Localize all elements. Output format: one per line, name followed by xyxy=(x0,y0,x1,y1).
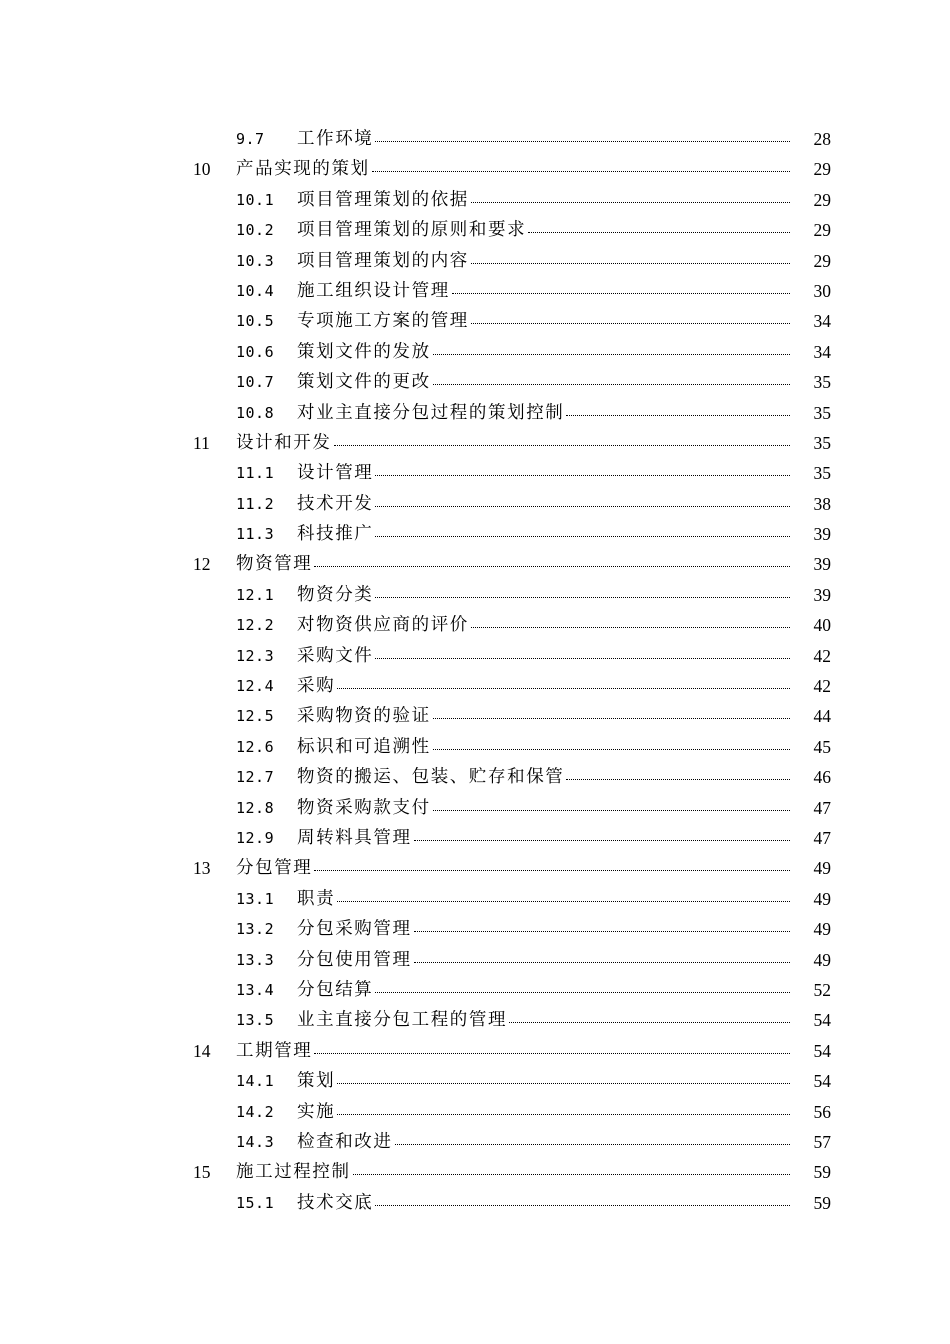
toc-entry-title: 实施 xyxy=(297,1101,336,1122)
toc-section-entry[interactable] xyxy=(0,458,950,488)
toc-entry-number: 10.4 xyxy=(236,281,275,300)
toc-entry-title: 物资分类 xyxy=(297,584,374,605)
toc-entry-page-number: 54 xyxy=(813,1040,831,1061)
toc-entry-page-number: 46 xyxy=(813,767,831,788)
toc-entry-number: 15 xyxy=(193,1162,211,1183)
toc-entry-title-line xyxy=(297,342,790,362)
toc-entry-title-line xyxy=(236,858,790,878)
toc-entry-title: 工期管理 xyxy=(236,1040,313,1061)
toc-entry-title: 采购物资的验证 xyxy=(297,706,431,727)
toc-entry-page-number: 52 xyxy=(813,979,831,1000)
toc-entry-number: 10.2 xyxy=(236,221,275,240)
toc-entry-title-line xyxy=(236,1041,790,1061)
dot-leader xyxy=(314,552,790,567)
toc-chapter-entry[interactable] xyxy=(0,549,950,579)
toc-entry-title: 科技推广 xyxy=(297,524,374,545)
toc-entry-title: 工作环境 xyxy=(297,129,374,149)
toc-entry-title-line xyxy=(297,676,790,696)
toc-section-entry[interactable] xyxy=(0,793,950,823)
dot-leader xyxy=(375,127,790,142)
toc-entry-page-number: 54 xyxy=(813,1071,831,1092)
toc-entry-title-line xyxy=(297,798,790,818)
toc-entry-number: 14.2 xyxy=(236,1102,275,1121)
toc-entry-number: 10.1 xyxy=(236,190,275,209)
toc-entry-title-line xyxy=(297,646,790,666)
toc-entry-page-number: 28 xyxy=(813,129,831,149)
toc-entry-number: 12.3 xyxy=(236,646,275,665)
toc-entry-title-line xyxy=(297,737,790,757)
toc-section-entry[interactable] xyxy=(0,641,950,671)
toc-section-entry[interactable] xyxy=(0,1127,950,1157)
toc-entry-number: 12.8 xyxy=(236,798,275,817)
toc-entry-title: 分包采购管理 xyxy=(297,919,412,940)
toc-entry-page-number: 30 xyxy=(813,280,831,301)
dot-leader xyxy=(337,887,790,902)
toc-entry-title-line xyxy=(236,159,790,179)
toc-entry-number: 11.1 xyxy=(236,464,275,483)
dot-leader xyxy=(433,735,790,750)
toc-section-entry[interactable] xyxy=(0,701,950,731)
toc-entry-title: 策划文件的更改 xyxy=(297,372,431,393)
toc-entry-title: 周转料具管理 xyxy=(297,827,412,848)
dot-leader xyxy=(528,218,790,233)
toc-entry-number: 10.8 xyxy=(236,403,275,422)
toc-entry-number: 12.7 xyxy=(236,768,275,787)
toc-section-entry[interactable] xyxy=(0,610,950,640)
toc-entry-page-number: 35 xyxy=(813,402,831,423)
dot-leader xyxy=(433,796,790,811)
toc-entry-title: 施工组织设计管理 xyxy=(297,280,450,301)
toc-entry-title: 物资管理 xyxy=(236,554,313,575)
toc-entry-number: 10.5 xyxy=(236,312,275,331)
toc-entry-title-line xyxy=(236,433,790,453)
dot-leader xyxy=(375,522,790,537)
toc-entry-title-line xyxy=(297,281,790,301)
toc-entry-page-number: 59 xyxy=(813,1192,831,1213)
toc-entry-title: 分包管理 xyxy=(236,858,313,879)
toc-entry-number: 13.2 xyxy=(236,920,275,939)
toc-entry-page-number: 42 xyxy=(813,676,831,697)
toc-entry-title-line xyxy=(297,889,790,909)
toc-entry-page-number: 39 xyxy=(813,584,831,605)
toc-section-entry[interactable] xyxy=(0,246,950,276)
dot-leader xyxy=(414,826,790,841)
toc-entry-number: 11.3 xyxy=(236,525,275,544)
toc-chapter-entry[interactable] xyxy=(0,853,950,883)
toc-entry-number: 12 xyxy=(193,554,211,575)
toc-entry-page-number: 54 xyxy=(813,1010,831,1031)
toc-entry-title-line xyxy=(297,190,790,210)
toc-entry-title-line xyxy=(297,585,790,605)
toc-entry-page-number: 34 xyxy=(813,311,831,332)
toc-section-entry[interactable] xyxy=(0,1066,950,1096)
toc-entry-page-number: 40 xyxy=(813,615,831,636)
toc-entry-page-number: 49 xyxy=(813,919,831,940)
toc-entry-title: 技术开发 xyxy=(297,493,374,514)
dot-leader xyxy=(337,674,790,689)
toc-entry-page-number: 42 xyxy=(813,645,831,666)
toc-entry-number: 15.1 xyxy=(236,1193,275,1212)
dot-leader xyxy=(375,461,790,476)
toc-chapter-entry[interactable] xyxy=(0,1157,950,1187)
toc-section-entry[interactable] xyxy=(0,367,950,397)
toc-chapter-entry[interactable] xyxy=(0,1036,950,1066)
toc-entry-page-number: 59 xyxy=(813,1162,831,1183)
dot-leader xyxy=(375,1191,790,1206)
toc-entry-title-line xyxy=(297,463,790,483)
toc-entry-number: 13.3 xyxy=(236,950,275,969)
toc-section-entry[interactable] xyxy=(0,1188,950,1218)
dot-leader xyxy=(375,583,790,598)
toc-section-entry[interactable] xyxy=(0,762,950,792)
dot-leader xyxy=(314,1039,790,1054)
toc-chapter-entry[interactable] xyxy=(0,154,950,184)
toc-entry-page-number: 49 xyxy=(813,858,831,879)
toc-entry-title: 对物资供应商的评价 xyxy=(297,615,469,636)
toc-entry-page-number: 39 xyxy=(813,524,831,545)
toc-entry-title: 施工过程控制 xyxy=(236,1162,351,1183)
dot-leader xyxy=(372,157,790,172)
toc-entry-page-number: 56 xyxy=(813,1101,831,1122)
toc-section-entry[interactable] xyxy=(0,732,950,762)
toc-entry-title: 对业主直接分包过程的策划控制 xyxy=(297,402,565,423)
dot-leader xyxy=(471,188,790,203)
toc-entry-title-line xyxy=(297,1193,790,1213)
toc-section-entry[interactable] xyxy=(0,306,950,336)
toc-entry-number: 13 xyxy=(193,858,211,879)
dot-leader xyxy=(375,978,790,993)
toc-section-entry[interactable] xyxy=(0,823,950,853)
toc-entry-title: 物资的搬运、包装、贮存和保管 xyxy=(297,767,565,788)
toc-entry-page-number: 49 xyxy=(813,949,831,970)
toc-entry-page-number: 29 xyxy=(813,189,831,210)
toc-entry-title-line xyxy=(297,129,790,149)
toc-entry-title: 项目管理策划的原则和要求 xyxy=(297,220,527,241)
toc-entry-title-line xyxy=(236,1162,790,1182)
toc-section-entry[interactable] xyxy=(0,519,950,549)
dot-leader xyxy=(566,765,790,780)
toc-entry-title: 标识和可追溯性 xyxy=(297,736,431,757)
toc-entry-number: 12.9 xyxy=(236,828,275,847)
toc-entry-title-line xyxy=(297,706,790,726)
dot-leader xyxy=(452,279,790,294)
toc-entry-page-number: 57 xyxy=(813,1131,831,1152)
toc-section-entry[interactable] xyxy=(0,124,950,154)
dot-leader xyxy=(433,370,790,385)
toc-entry-number: 14 xyxy=(193,1040,211,1061)
toc-entry-title: 项目管理策划的内容 xyxy=(297,250,469,271)
toc-entry-number: 13.1 xyxy=(236,889,275,908)
toc-entry-title-line xyxy=(297,251,790,271)
dot-leader xyxy=(433,340,790,355)
toc-entry-title: 分包使用管理 xyxy=(297,949,412,970)
toc-entry-title-line xyxy=(297,403,790,423)
toc-entry-page-number: 35 xyxy=(813,372,831,393)
toc-entry-number: 10.3 xyxy=(236,251,275,270)
toc-entry-title: 业主直接分包工程的管理 xyxy=(297,1010,508,1031)
toc-entry-title-line xyxy=(297,767,790,787)
table-of-contents xyxy=(0,124,950,1218)
dot-leader xyxy=(375,492,790,507)
dot-leader xyxy=(509,1008,790,1023)
toc-section-entry[interactable] xyxy=(0,884,950,914)
toc-entry-page-number: 47 xyxy=(813,797,831,818)
dot-leader xyxy=(395,1130,791,1145)
toc-section-entry[interactable] xyxy=(0,398,950,428)
dot-leader xyxy=(471,613,790,628)
toc-entry-title: 设计和开发 xyxy=(236,432,332,453)
toc-entry-title: 物资采购款支付 xyxy=(297,797,431,818)
toc-entry-number: 9.7 xyxy=(236,130,265,148)
toc-entry-title: 分包结算 xyxy=(297,979,374,1000)
toc-entry-page-number: 35 xyxy=(813,432,831,453)
toc-section-entry[interactable] xyxy=(0,945,950,975)
dot-leader xyxy=(414,948,790,963)
toc-entry-title: 项目管理策划的依据 xyxy=(297,189,469,210)
toc-entry-number: 11 xyxy=(193,432,210,453)
toc-section-entry[interactable] xyxy=(0,489,950,519)
toc-entry-title: 策划 xyxy=(297,1071,336,1092)
toc-entry-title-line xyxy=(297,828,790,848)
toc-entry-title-line xyxy=(297,220,790,240)
toc-entry-page-number: 38 xyxy=(813,493,831,514)
dot-leader xyxy=(353,1160,790,1175)
toc-entry-number: 10.7 xyxy=(236,373,275,392)
toc-entry-number: 10 xyxy=(193,159,211,180)
toc-entry-number: 13.5 xyxy=(236,1011,275,1030)
toc-entry-number: 14.1 xyxy=(236,1072,275,1091)
toc-entry-page-number: 47 xyxy=(813,827,831,848)
toc-section-entry[interactable] xyxy=(0,337,950,367)
toc-entry-title-line xyxy=(297,1102,790,1122)
toc-entry-page-number: 45 xyxy=(813,736,831,757)
toc-entry-title-line xyxy=(297,1010,790,1030)
toc-entry-page-number: 29 xyxy=(813,159,831,180)
toc-entry-title: 职责 xyxy=(297,888,336,909)
toc-entry-title-line xyxy=(297,1132,790,1152)
toc-entry-page-number: 39 xyxy=(813,554,831,575)
toc-entry-title-line xyxy=(297,1071,790,1091)
toc-entry-title: 检查和改进 xyxy=(297,1131,393,1152)
toc-entry-title-line xyxy=(236,554,790,574)
toc-section-entry[interactable] xyxy=(0,580,950,610)
toc-entry-title: 采购文件 xyxy=(297,645,374,666)
dot-leader xyxy=(414,917,790,932)
toc-section-entry[interactable] xyxy=(0,215,950,245)
toc-entry-title-line xyxy=(297,980,790,1000)
toc-entry-title: 设计管理 xyxy=(297,463,374,484)
toc-section-entry[interactable] xyxy=(0,1005,950,1035)
toc-section-entry[interactable] xyxy=(0,185,950,215)
toc-entry-title-line xyxy=(297,494,790,514)
toc-entry-title: 策划文件的发放 xyxy=(297,341,431,362)
toc-entry-title: 采购 xyxy=(297,676,336,697)
toc-entry-title-line xyxy=(297,615,790,635)
dot-leader xyxy=(433,704,790,719)
dot-leader xyxy=(375,644,790,659)
dot-leader xyxy=(566,401,790,416)
toc-entry-page-number: 34 xyxy=(813,341,831,362)
toc-chapter-entry[interactable] xyxy=(0,428,950,458)
toc-entry-number: 12.6 xyxy=(236,737,275,756)
dot-leader xyxy=(471,309,790,324)
toc-entry-number: 12.4 xyxy=(236,677,275,696)
toc-entry-page-number: 44 xyxy=(813,706,831,727)
toc-entry-title-line xyxy=(297,950,790,970)
dot-leader xyxy=(334,431,791,446)
dot-leader xyxy=(314,856,790,871)
toc-entry-title: 产品实现的策划 xyxy=(236,159,370,180)
toc-entry-number: 12.1 xyxy=(236,585,275,604)
dot-leader xyxy=(471,249,790,264)
toc-entry-page-number: 35 xyxy=(813,463,831,484)
toc-section-entry[interactable] xyxy=(0,276,950,306)
toc-entry-page-number: 29 xyxy=(813,220,831,241)
dot-leader xyxy=(337,1100,790,1115)
toc-entry-title-line xyxy=(297,372,790,392)
toc-section-entry[interactable] xyxy=(0,975,950,1005)
toc-entry-page-number: 49 xyxy=(813,888,831,909)
toc-entry-title: 专项施工方案的管理 xyxy=(297,311,469,332)
toc-section-entry[interactable] xyxy=(0,914,950,944)
toc-entry-title-line xyxy=(297,919,790,939)
toc-section-entry[interactable] xyxy=(0,671,950,701)
toc-entry-number: 12.5 xyxy=(236,707,275,726)
dot-leader xyxy=(337,1069,790,1084)
toc-entry-title: 技术交底 xyxy=(297,1192,374,1213)
toc-section-entry[interactable] xyxy=(0,1097,950,1127)
toc-entry-page-number: 29 xyxy=(813,250,831,271)
toc-entry-number: 10.6 xyxy=(236,342,275,361)
toc-entry-number: 11.2 xyxy=(236,494,275,513)
toc-entry-title-line xyxy=(297,311,790,331)
toc-entry-number: 13.4 xyxy=(236,980,275,999)
toc-entry-title-line xyxy=(297,524,790,544)
toc-entry-number: 14.3 xyxy=(236,1132,275,1151)
toc-entry-number: 12.2 xyxy=(236,616,275,635)
